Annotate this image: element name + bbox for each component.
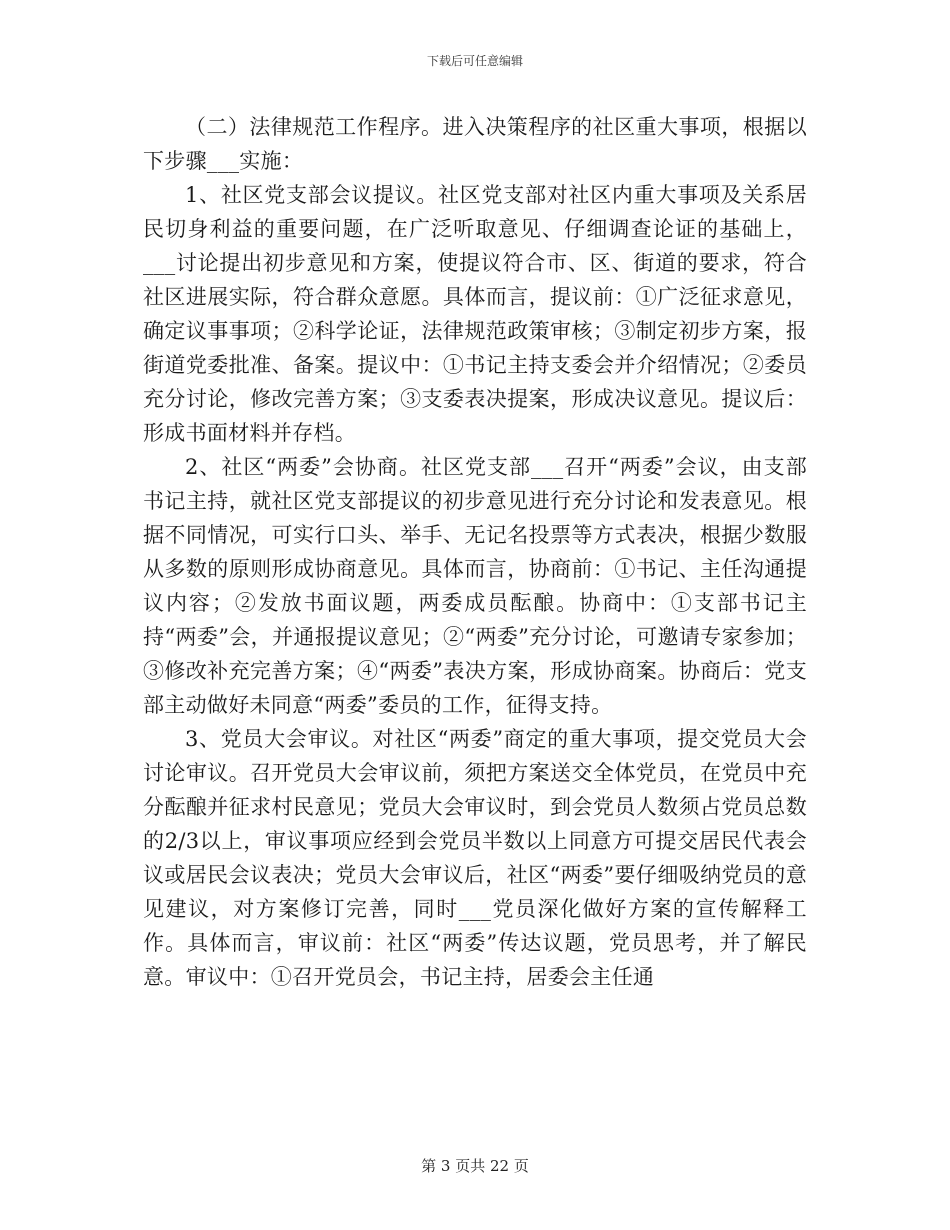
paragraph-step-3: 3、党员大会审议。对社区“两委”商定的重大事项，提交党员大会讨论审议。召开党员大会审议前，须把方案送交全体党员，在党员中充分酝酿并征求村民意见；党员大会审议时，到会党员人数须占党员总数的2/3以上，审议事项应经到会党员半数以上同意方可提交居民代表会议或居民会议表决；党员大会审议后，社区“两委”要仔细吸纳党员的意见建议，对方案修订完善，同时___党员深化做好方案的宣传解释工作。具体而言，审议前：社区“两委”传达议题，党员思考，并了解民意。审议中：①召开党员会，书记主持，居委会主任通 [143,727,807,989]
paragraph-step-1: 1、社区党支部会议提议。社区党支部对社区内重大事项及关系居民切身利益的重要问题，在广泛听取意见、仔细调查论证的基础上，___讨论提出初步意见和方案，使提议符合市、区、街道的要求，符合社区进展实际，符合群众意愿。具体而言，提议前：①广泛征求意见，确定议事事项；②科学论证，法律规范政策审核；③制定初步方案，报街道党委批准、备案。提议中：①书记主持支委会并介绍情况；②委员充分讨论，修改完善方案；③支委表决提案，形成决议意见。提议后：形成书面材料并存档。 [143,183,807,445]
page-header: 下载后可任意编辑 [426,54,523,68]
paragraph-procedure-intro: （二）法律规范工作程序。进入决策程序的社区重大事项，根据以下步骤___实施： [143,115,807,173]
page-number-footer: 第 3 页共 22 页 [421,1157,529,1175]
paragraph-step-2: 2、社区“两委”会协商。社区党支部___召开“两委”会议，由支部书记主持，就社区党支部提议的初步意见进行充分讨论和发表意见。根据不同情况，可实行口头、举手、无记名投票等方式表决，根据少数服从多数的原则形成协商意见。具体而言，协商前：①书记、主任沟通提议内容；②发放书面议题，两委成员酝酿。协商中：①支部书记主持“两委”会，并通报提议意见；②“两委”充分讨论，可邀请专家参加；③修改补充完善方案；④“两委”表决方案，形成协商案。协商后：党支部主动做好未同意“两委”委员的工作，征得支持。 [143,455,807,717]
document-body [143,110,807,994]
